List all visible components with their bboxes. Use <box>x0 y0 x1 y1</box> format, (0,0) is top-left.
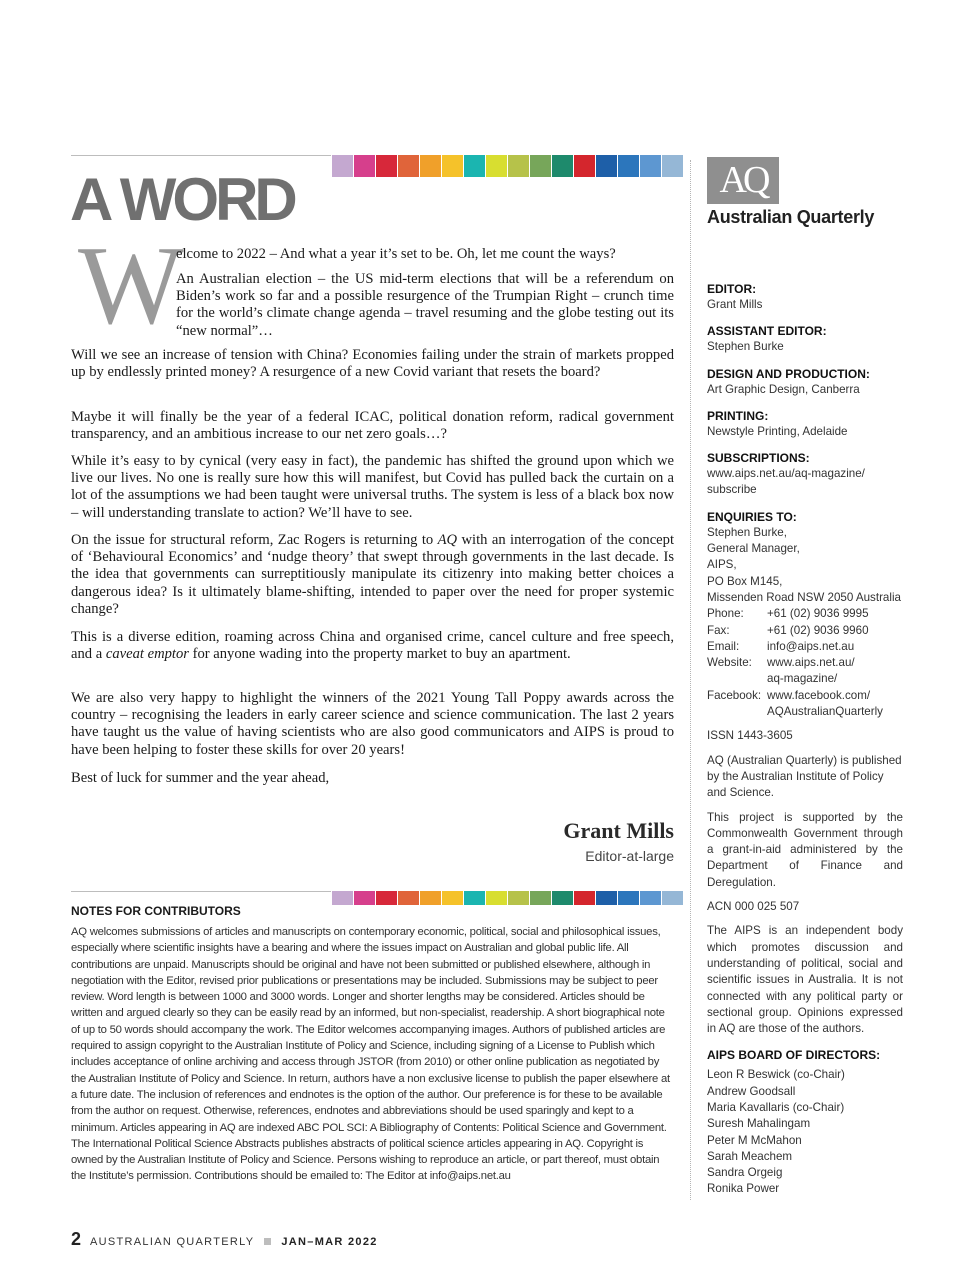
page-footer <box>71 1229 378 1250</box>
color-swatch <box>574 891 595 905</box>
color-swatch <box>376 891 397 905</box>
color-swatch <box>332 891 353 905</box>
design-value: Art Graphic Design, Canberra <box>707 382 860 396</box>
aq-logo: AQ <box>707 157 779 204</box>
printing-label: PRINTING: <box>707 408 769 423</box>
email-row <box>707 639 903 655</box>
publication-name: Australian Quarterly <box>707 207 875 227</box>
color-swatch <box>618 891 639 905</box>
board-member: Peter M McMahon <box>707 1133 802 1147</box>
color-swatch <box>486 891 507 905</box>
page-number: 2 <box>71 1229 82 1249</box>
color-swatch <box>376 155 397 177</box>
paragraph-6: We are also very happy to highlight the winners of the 2021 Young Tall Poppy awards across the country – recognising the leaders in early career science and science communication. The last 2 years have taught us the value of having scientists who are also good communicators and AIPS is proud to have been helping to foster these skills for over 20 years! <box>71 690 674 758</box>
intro-paragraph: An Australian election – the US mid-term elections that will be a referendum on Biden’s work so far and a possible resurgence of the Trumpian Right – crunch time for the world’s climate change agenda – travel resuming and the globe testing out its “new normal”… <box>176 271 674 339</box>
color-swatch <box>530 891 551 905</box>
color-swatch <box>464 891 485 905</box>
email-value: info@aips.net.au <box>767 639 855 653</box>
phone-value: +61 (02) 9036 9995 <box>767 607 869 621</box>
board-member: Suresh Mahalingam <box>707 1117 811 1131</box>
color-swatch <box>596 155 617 177</box>
enquiries-line-3: AIPS, <box>707 558 737 572</box>
color-swatch <box>398 155 419 177</box>
website-value <box>767 655 855 688</box>
color-swatch <box>530 155 551 177</box>
color-swatch <box>354 891 375 905</box>
published-note: AQ (Australian Quarterly) is published by the Australian Institute of Policy and Science. <box>707 753 902 800</box>
color-swatch <box>508 891 529 905</box>
top-color-bar <box>332 155 684 177</box>
notes-rule <box>71 891 331 892</box>
editor-value: Grant Mills <box>707 298 763 311</box>
paragraph-5-start: This is a diverse edition, roaming across China and organised crime, cancel culture and free speech, and a <box>71 629 674 663</box>
editor-label: EDITOR: <box>707 282 757 296</box>
aips-note: The AIPS is an independent body which promotes discussion and understanding of political, social and scientific issues in Australia. It is not connected with any political party or sectional group. Opinions expressed in AQ are those of the authors. <box>707 924 903 1036</box>
page-title: A WORD <box>70 166 294 233</box>
drop-cap: W <box>78 224 184 348</box>
website-key: Website: <box>707 656 752 670</box>
email-key: Email: <box>707 639 740 653</box>
facebook-value-1: www.facebook.com/ <box>767 688 871 702</box>
facebook-row <box>707 688 903 721</box>
color-swatch <box>420 155 441 177</box>
assistant-editor-value: Stephen Burke <box>707 340 784 354</box>
issn: ISSN 1443-3605 <box>707 729 793 743</box>
facebook-value-2: AQAustralianQuarterly <box>767 705 883 719</box>
notes-body: AQ welcomes submissions of articles and manuscripts on contemporary economic, political, social and philosophical issues, especially where scientific insights have a bearing and where the issues impact on Australian and global public life. All contributions are unpaid. Manuscripts should be original and have not been submitted or published elsewhere, although in negotiation with the Editor, revised prior publications or presentations may be included. Submissions may be subject to peer review. Word length is between 1000 and 3000 words. Longer and shorter lengths may be considered. Articles should be written and argued clearly so they can be easily read by an informed, but non-specialist, readership. A short biographical note of up to 50 words should accompany the work. The Editor welcomes accompanying images. Authors of published articles are required to assign copyright to the Australian Institute of Policy and Science, including signing of a License to Publish which includes acceptance of online archiving and access through JSTOR (from 2010) or other online publication as negotiated by the Australian Institute of Policy and Science. In return, authors have a non exclusive license to publish the paper elsewhere at a future date. The inclusion of references and endnotes is the option of the author. Our preference is for these to be available from the author on request. Otherwise, references, endnotes and abbreviations should be used sparingly and kept to a minimum. Articles appearing in AQ are indexed ABC POL SCI: A Bibliography of Contents: Political Science and Government. The International Political Science Abstracts publishes abstracts of political science articles appearing in AQ. Copyright is owned by the Australian Institute of Policy and Science. Persons wishing to reproduce an article, or part thereof, must obtain the Institute’s permission. Contributions should be emailed to: The Editor at info@aips.net.au <box>71 926 670 1183</box>
color-swatch <box>662 155 683 177</box>
signature-role: Editor-at-large <box>585 848 674 864</box>
color-swatch <box>552 155 573 177</box>
board-label: AIPS BOARD OF DIRECTORS: <box>707 1048 881 1063</box>
facebook-value <box>767 688 883 721</box>
paragraph-4-italic: AQ <box>437 532 458 548</box>
website-value-1: www.aips.net.au/ <box>767 656 855 670</box>
fax-row <box>707 623 903 639</box>
paragraph-3: While it’s easy to by cynical (very easy in fact), the pandemic has shifted the ground upon which we live our lives. No one is really sure how this will manifest, but Covid has pulled back the curtain on a lot of the assumptions we had been taught were universal truths. The system is less of a black box now – will understanding translate to action? We’ll have to see. <box>71 453 674 521</box>
board-member: Leon R Beswick (co-Chair) <box>707 1068 845 1082</box>
enquiries-label: ENQUIRIES TO: <box>707 509 797 524</box>
phone-row <box>707 606 903 622</box>
paragraph-7: Best of luck for summer and the year ahead, <box>71 770 330 786</box>
color-swatch <box>442 155 463 177</box>
facebook-key: Facebook: <box>707 688 762 702</box>
top-rule <box>71 155 331 156</box>
column-divider <box>690 160 691 1200</box>
footer-publication: AUSTRALIAN QUARTERLY <box>90 1236 255 1248</box>
board-member: Maria Kavallaris (co-Chair) <box>707 1100 845 1114</box>
masthead-sidebar <box>707 281 903 1198</box>
color-swatch <box>332 155 353 177</box>
footer-issue: JAN–MAR 2022 <box>281 1236 378 1248</box>
acn: ACN 000 025 507 <box>707 900 800 914</box>
paragraph-1: Will we see an increase of tension with China? Economies failing under the strain of markets propped up by endlessly printed money? A resurgence of a new Covid variant that resets the board? <box>71 347 674 381</box>
footer-separator <box>264 1238 271 1245</box>
enquiries-line-1: Stephen Burke, <box>707 525 787 539</box>
color-swatch <box>420 891 441 905</box>
phone-key: Phone: <box>707 607 744 621</box>
enquiries-line-4: PO Box M145, <box>707 574 783 588</box>
assistant-editor-label: ASSISTANT EDITOR: <box>707 324 827 339</box>
intro-line: elcome to 2022 – And what a year it’s set to be. Oh, let me count the ways? <box>176 246 616 262</box>
website-value-2: aq-magazine/ <box>767 672 838 686</box>
paragraph-4-end: with an interrogation of the concept of ‘Behavioural Economics’ and ‘nudge theory’ that swept through governments in the last decade. Is the idea that governments can surreptitiously manipulate its citizenry into making better choices a dangerous idea? Is it ultimately blame-shifting, intended to paper over the need for proper systemic change? <box>71 532 674 617</box>
paragraph-4 <box>71 532 674 618</box>
notes-title: NOTES FOR CONTRIBUTORS <box>71 904 241 918</box>
board-member: Sandra Orgeig <box>707 1166 783 1180</box>
design-label: DESIGN AND PRODUCTION: <box>707 366 870 381</box>
support-note: This project is supported by the Commonwealth Government through a grant-in-aid administered by the Department of Finance and Deregulation. <box>707 810 903 889</box>
paragraph-4-start: On the issue for structural reform, Zac Rogers is returning to <box>71 532 438 548</box>
color-swatch <box>662 891 683 905</box>
color-swatch <box>464 155 485 177</box>
color-swatch <box>486 155 507 177</box>
paragraph-5-end: for anyone wading into the property market to buy an apartment. <box>188 646 571 663</box>
signature-block <box>460 818 674 864</box>
subscriptions-label: SUBSCRIPTIONS: <box>707 451 810 466</box>
board-member: Ronika Power <box>707 1182 780 1196</box>
color-swatch <box>398 891 419 905</box>
board-list <box>707 1067 903 1197</box>
color-swatch <box>354 155 375 177</box>
printing-value: Newstyle Printing, Adelaide <box>707 424 848 438</box>
signature-name: Grant Mills <box>563 818 674 843</box>
paragraph-5-italic: caveat emptor <box>105 646 189 663</box>
color-swatch <box>596 891 617 905</box>
enquiries-line-5: Missenden Road NSW 2050 Australia <box>707 590 901 604</box>
color-swatch <box>640 155 661 177</box>
subscriptions-link-2: subscribe <box>707 483 757 497</box>
color-swatch <box>574 155 595 177</box>
color-swatch <box>618 155 639 177</box>
board-member: Andrew Goodsall <box>707 1084 796 1098</box>
paragraph-5 <box>71 629 674 663</box>
subscriptions-link: www.aips.net.au/aq-magazine/ <box>707 467 865 481</box>
paragraph-2: Maybe it will finally be the year of a federal ICAC, political donation reform, radical government transparency, and an ambitious increase to our net zero goals…? <box>71 409 674 443</box>
fax-key: Fax: <box>707 623 730 637</box>
enquiries-line-2: General Manager, <box>707 542 800 556</box>
notes-color-bar <box>332 891 684 905</box>
color-swatch <box>640 891 661 905</box>
website-row <box>707 655 903 688</box>
color-swatch <box>442 891 463 905</box>
color-swatch <box>508 155 529 177</box>
fax-value: +61 (02) 9036 9960 <box>767 623 869 637</box>
board-member: Sarah Meachem <box>707 1149 793 1163</box>
color-swatch <box>552 891 573 905</box>
